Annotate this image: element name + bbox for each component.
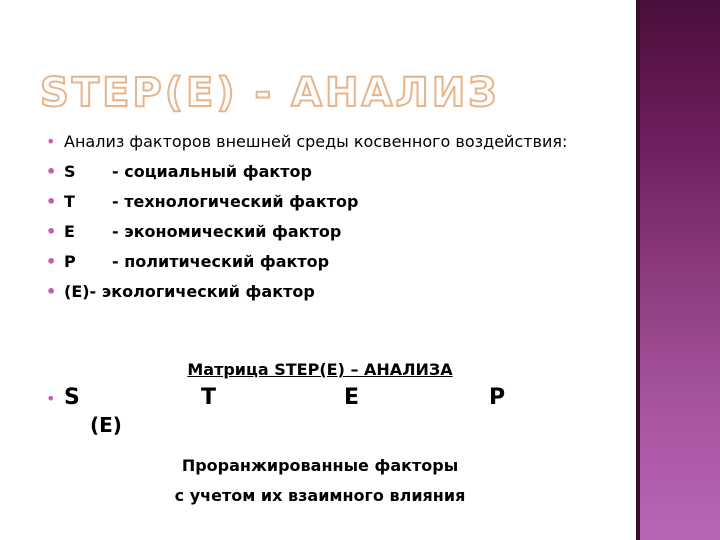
factor-item-t (46, 192, 606, 211)
matrix-letters-row (46, 385, 606, 437)
slide-title: STEP(E) - АНАЛИЗ (40, 70, 500, 116)
bullet-icon: • (46, 192, 57, 211)
factor-list (46, 132, 606, 312)
factor-text: - технологический фактор (112, 192, 359, 211)
bullet-icon: • (46, 162, 57, 181)
matrix-letter-p: P (489, 385, 506, 410)
factor-letter: T (64, 192, 75, 211)
eco-factor-text: (E)- экологический фактор (64, 282, 315, 301)
bullet-icon: • (46, 282, 57, 301)
factor-text: - экономический фактор (112, 222, 342, 241)
factor-item-s (46, 162, 606, 181)
factor-item-eco (46, 282, 606, 301)
intro-text: Анализ факторов внешней среды косвенного воздействия: (64, 132, 568, 151)
bullet-icon: • (46, 252, 57, 271)
matrix-letters (64, 385, 624, 409)
intro-item (46, 132, 606, 151)
factor-item-e (46, 222, 606, 241)
matrix-letter-eco: (E) (90, 413, 122, 437)
factor-text: - политический фактор (112, 252, 330, 271)
matrix-caption (0, 360, 640, 379)
matrix-letter-s: S (64, 385, 80, 410)
factor-letter: E (64, 222, 75, 241)
matrix-letter-t: T (201, 385, 217, 410)
matrix-caption-text: Матрица STEP(E) – АНАЛИЗА (187, 360, 453, 379)
bullet-icon: • (46, 222, 57, 241)
bullet-icon: • (46, 389, 56, 408)
factor-text: - социальный фактор (112, 162, 312, 181)
ranked-caption-line1: Проранжированные факторы (181, 456, 459, 475)
decorative-side-band (640, 0, 720, 540)
bullet-icon: • (46, 132, 56, 151)
matrix-letter-e: E (344, 385, 360, 410)
factor-item-p (46, 252, 606, 271)
ranked-caption-line2: с учетом их взаимного влияния (174, 486, 466, 505)
factor-letter: S (64, 162, 76, 181)
factor-letter: P (64, 252, 76, 271)
